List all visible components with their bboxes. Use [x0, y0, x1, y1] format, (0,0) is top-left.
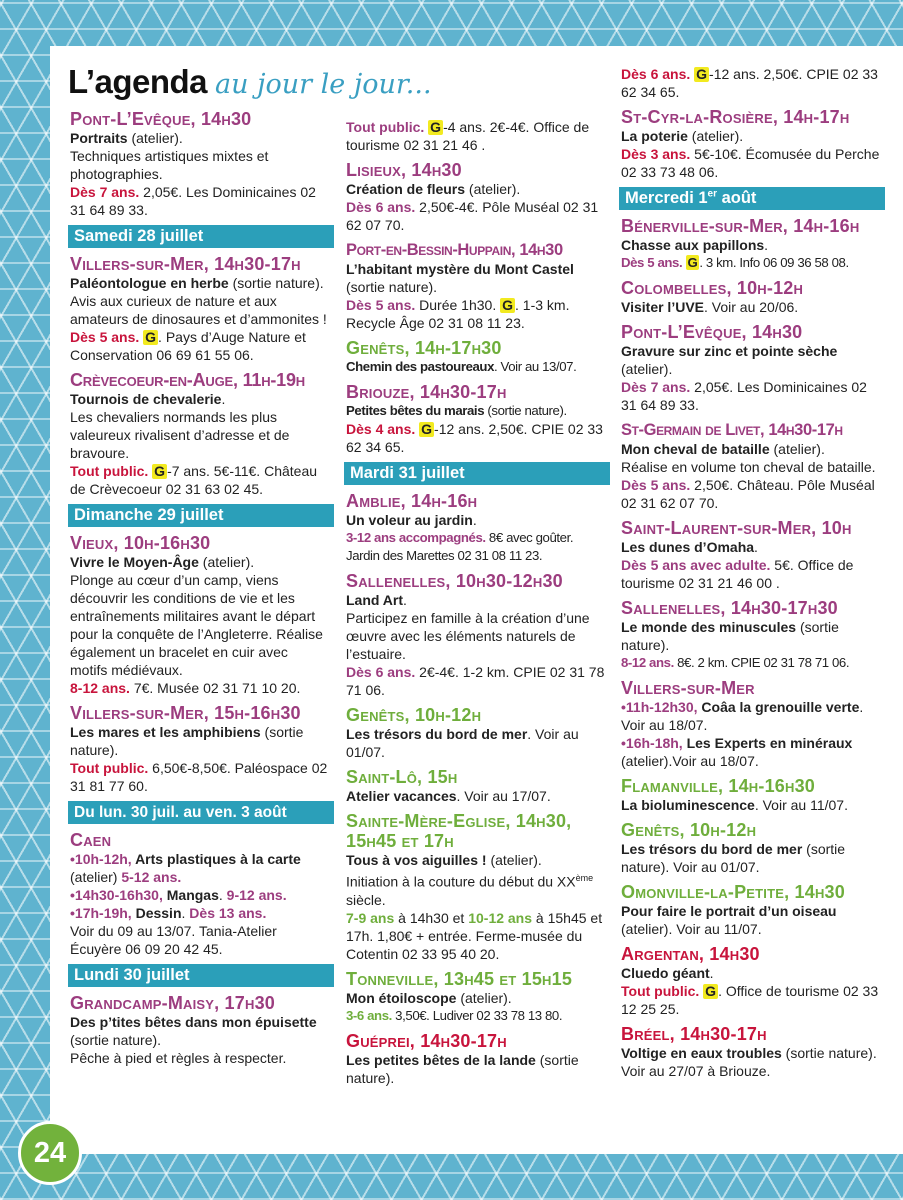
page-number-badge: 24 [18, 1121, 82, 1185]
event-activity-sub: (atelier). [465, 181, 521, 197]
event-activity-sub: . [709, 965, 714, 981]
event-age: Dès 5 ans. [70, 329, 140, 345]
event-activity-sub: . [754, 539, 758, 555]
event-place: Sallenelles, 14h30-17h30 [621, 598, 838, 618]
event-activity: Chemin des pastoureaux [346, 359, 495, 374]
event-info: 6,50€-8,50€. Paléospace 02 31 81 77 60. [70, 760, 328, 794]
event-activity: Voltige en eaux troubles [621, 1045, 782, 1061]
event-sallenelles-2 [621, 598, 881, 672]
event-info: 5€. Office de tourisme 02 31 21 46 00 . [621, 557, 854, 591]
event-activity: Les mares et les amphibiens [70, 724, 261, 740]
event-activity-sub: (sortie nature). Avis aux curieux de nature et aux amateurs de dinosaures et d’ammonites ! [70, 275, 327, 327]
event-activity-sub: (atelier). [127, 130, 183, 146]
event-age: Dès 6 ans. [346, 664, 416, 680]
event-activity-sub: (sortie nature). Voir au 01/07. [621, 841, 846, 875]
event-activity-sub: . [221, 391, 226, 407]
day-header-mercredi-1 [619, 187, 885, 210]
event-activity: Création de fleurs [346, 181, 466, 197]
event-crevecoeur [70, 370, 328, 498]
event-activity-sub: (atelier). [198, 554, 255, 570]
event-place: Amblie, 14h-16h [346, 491, 478, 511]
event-activity: Mon cheval de bataille [621, 441, 770, 457]
event-info: 3,50€. Ludiver 02 33 78 13 80. [391, 1007, 563, 1023]
event-activity: Land Art [346, 592, 404, 608]
event-place: Pont-L’Evêque, 14h30 [70, 109, 252, 129]
header-text: août [717, 189, 757, 207]
event-bullet [621, 734, 881, 770]
event-activity-sub: . [403, 592, 407, 608]
event-genets-2 [346, 705, 606, 761]
title-script: au jour le jour... [215, 69, 432, 100]
day-header-week: Du lun. 30 juil. au ven. 3 août [68, 801, 334, 824]
event-activity: Un voleur au jardin [346, 512, 473, 528]
event-activity: Des p’tites bêtes dans mon épuisette [70, 1014, 317, 1030]
event-place: Port-en-Bessin-Huppain, 14h30 [346, 241, 563, 259]
event-place: Caen [70, 830, 112, 850]
event-info: 2,05€. Les Dominicaines 02 31 64 89 33. [621, 379, 867, 413]
event-age: Dès 5 ans avec adulte. [621, 557, 771, 573]
bullet-age: Dès 13 ans. [189, 905, 267, 921]
event-info: 8€ avec goûter. Jardin des Marettes 02 31 08 11 23. [346, 530, 574, 563]
event-description: Initiation à la couture du début du XX [346, 873, 576, 890]
event-place: Grandcamp-Maisy, 17h30 [70, 993, 275, 1013]
event-info: . 1-3 km. Recycle Âge 02 31 08 11 23. [346, 297, 570, 331]
event-place: Saint-Laurent-sur-Mer, 10h [621, 518, 852, 538]
event-age: Dès 5 ans. [346, 297, 416, 313]
event-activity: Gravure sur zinc et pointe sèche [621, 343, 838, 359]
event-place: Tonneville, 13h45 et 15h15 [346, 968, 573, 989]
event-colombelles [621, 278, 881, 316]
header-sup: er [707, 188, 717, 200]
free-badge: G [145, 329, 157, 345]
event-place: Colombelles, 10h-12h [621, 278, 804, 298]
event-st-germain [621, 420, 881, 512]
event-continued [346, 118, 606, 154]
bullet-age: 5-12 ans. [121, 869, 182, 885]
column-2 [346, 118, 606, 1093]
event-info: -4 ans. 2€-4€. Office de tourisme 02 31 21 46 . [346, 119, 590, 153]
event-gueprei [346, 1031, 606, 1087]
event-activity-sub: . [764, 237, 769, 253]
event-pont-leveque [70, 109, 328, 219]
event-pont-leveque-2 [621, 322, 881, 414]
event-info: . Office de tourisme 02 33 12 25 25. [621, 983, 879, 1017]
bullet-sub: . [218, 887, 227, 903]
event-st-cyr [621, 107, 881, 181]
event-argentan [621, 944, 881, 1018]
event-place: Genêts, 10h-12h [346, 705, 482, 725]
event-activity: Portraits [70, 130, 128, 146]
bullet-age: 9-12 ans. [226, 887, 287, 903]
event-activity: Tous à vos aiguilles ! [346, 852, 487, 868]
event-activity-sub: . [472, 512, 477, 528]
event-activity-sub: (sortie nature). [346, 279, 438, 295]
event-age: Dès 3 ans. [621, 146, 691, 162]
event-age: Tout public. [621, 983, 700, 999]
event-place: Villers-sur-Mer, 14h30-17h [70, 254, 301, 274]
event-sallenelles-1 [346, 571, 606, 699]
event-activity: Les petites bêtes de la lande [346, 1051, 536, 1068]
event-info: Voir du 09 au 13/07. Tania-Atelier Écuyère 06 09 20 42 45. [70, 923, 277, 957]
event-activity-sub: (sortie nature). [346, 1051, 579, 1086]
event-info: -12 ans. 2,50€. CPIE 02 33 62 34 65. [621, 66, 878, 100]
event-age: 3-12 ans accompagnés. [346, 530, 486, 545]
bullet-sub: (atelier).Voir au 18/07. [621, 753, 759, 769]
event-place: Bénerville-sur-Mer, 14h-16h [621, 216, 860, 236]
event-place: Villers-sur-Mer, 15h-16h30 [70, 703, 301, 723]
event-omonville [621, 882, 881, 938]
event-activity: Pour faire le portrait d’un oiseau [621, 903, 837, 919]
event-activity: La bioluminescence [621, 797, 755, 813]
event-continued [621, 65, 881, 101]
free-badge: G [154, 463, 166, 479]
free-badge: G [687, 255, 698, 270]
event-place: Omonville-la-Petite, 14h30 [621, 882, 845, 902]
free-badge: G [502, 297, 513, 313]
event-genets-3 [621, 820, 881, 876]
event-info: . Pays d’Auge Nature et Conservation 06 69 61 55 06. [70, 329, 306, 363]
bullet-activity: Arts plastiques à la carte [131, 851, 301, 867]
event-briouze [346, 382, 606, 456]
bullet-activity: Mangas [162, 887, 219, 903]
event-activity: Paléontologue en herbe [70, 275, 229, 291]
event-activity-sub: . Voir au 01/07. [346, 726, 579, 760]
event-info: Durée 1h30. [415, 297, 501, 313]
event-activity: Mon étoiloscope [346, 989, 457, 1006]
event-age: Tout public. [346, 119, 425, 135]
event-info: 2,05€. Les Dominicaines 02 31 64 89 33. [70, 184, 316, 218]
event-breel [621, 1024, 881, 1080]
event-age: Dès 7 ans. [70, 184, 140, 200]
event-age: 8-12 ans. [70, 680, 130, 696]
event-activity-sub: (atelier). [769, 441, 825, 457]
event-place: Briouze, 14h30-17h [346, 382, 507, 402]
event-saint-laurent [621, 518, 881, 592]
event-place: Lisieux, 14h30 [346, 160, 462, 180]
bullet-time: •11h-12h30, [621, 699, 698, 715]
free-badge: G [696, 66, 708, 82]
agenda-title [68, 63, 432, 101]
event-villers-2 [70, 703, 328, 795]
event-info: -7 ans. 5€-11€. Château de Crèvecoeur 02 31 63 02 45. [70, 463, 318, 497]
event-age: Dès 5 ans. [621, 255, 683, 270]
event-age: Dès 5 ans. [621, 477, 691, 493]
event-activity-sub: (sortie nature). Voir au 27/07 à Briouze. [621, 1045, 877, 1079]
day-header-mardi-31: Mardi 31 juillet [344, 462, 610, 485]
bullet-time: •16h-18h, [621, 735, 683, 751]
event-activity: Tournois de chevalerie [70, 391, 222, 407]
event-age: 10-12 ans [468, 909, 533, 926]
event-age: Dès 6 ans. [346, 199, 416, 215]
event-info: -12 ans. 2,50€. CPIE 02 33 62 34 65. [346, 421, 603, 455]
event-info: 2€-4€. 1-2 km. CPIE 02 31 78 71 06. [346, 664, 605, 698]
event-villers-1 [70, 254, 328, 364]
free-badge: G [430, 119, 442, 135]
event-activity-sub: (atelier). Voir au 11/07. [621, 921, 762, 937]
event-activity-sub: (atelier). [456, 989, 512, 1006]
event-activity: Les trésors du bord de mer [346, 726, 528, 742]
event-place: Saint-Lô, 15h [346, 767, 458, 787]
event-activity-sub: . Voir au 17/07. [456, 788, 551, 804]
bullet-activity: Dessin [131, 905, 182, 921]
event-place: Argentan, 14h30 [621, 944, 760, 964]
event-villers-3 [621, 678, 881, 770]
event-description: siècle. [346, 891, 386, 908]
event-port-en-bessin [346, 240, 606, 332]
event-activity-sub: (sortie nature). [70, 724, 304, 758]
event-place: Crèvecoeur-en-Auge, 11h-19h [70, 370, 305, 390]
event-vieux [70, 533, 328, 697]
event-info: 2,50€-4€. Pôle Muséal 02 31 62 07 70. [346, 199, 599, 233]
event-info: 7€. Musée 02 31 71 10 20. [129, 680, 301, 696]
bullet-sub: . Voir au 18/07. [621, 699, 864, 733]
event-place: Sainte-Mère-Eglise, 14h30, 15h45 et 17h [346, 811, 572, 851]
event-description: Techniques artistiques mixtes et photographies. [70, 148, 269, 182]
event-place: Vieux, 10h-16h30 [70, 533, 211, 553]
column-3 [621, 65, 881, 1086]
day-header-lundi-30: Lundi 30 juillet [68, 964, 334, 987]
event-place: Genêts, 10h-12h [621, 820, 757, 840]
event-age: 7-9 ans [346, 909, 395, 926]
event-activity-sub: (atelier). [621, 361, 673, 377]
bullet-time: •10h-12h, [70, 851, 132, 867]
event-activity-sub: . Voir au 20/06. [704, 299, 799, 315]
bullet-sub: (atelier) [70, 869, 122, 885]
event-place: Flamanville, 14h-16h30 [621, 776, 816, 796]
event-info: . 3 km. Info 06 09 36 58 08. [699, 255, 849, 270]
event-description: Réalise en volume ton cheval de bataille. [621, 459, 876, 475]
bullet-time: •17h-19h, [70, 905, 132, 921]
event-amblie [346, 491, 606, 565]
event-description: Les chevaliers normands les plus valeureux rivalisent d’adresse et de bravoure. [70, 409, 290, 461]
event-place: Sallenelles, 10h30-12h30 [346, 571, 563, 591]
event-place: Bréel, 14h30-17h [621, 1024, 767, 1044]
bullet-time: •14h30-16h30, [70, 887, 163, 903]
event-activity-sub: . Voir au 13/07. [494, 359, 577, 374]
event-age: Dès 6 ans. [621, 66, 691, 82]
event-activity: Cluedo géant [621, 965, 710, 981]
event-age: Tout public. [70, 760, 149, 776]
event-benerville [621, 216, 881, 272]
event-place: Villers-sur-Mer [621, 678, 755, 698]
event-activity: Les trésors du bord de mer [621, 841, 803, 857]
event-genets-1 [346, 338, 606, 376]
event-caen [70, 830, 328, 958]
bullet-activity: Les Experts en minéraux [682, 735, 853, 751]
event-activity-sub: (atelier). [486, 852, 542, 868]
event-activity: Petites bêtes du marais [346, 403, 485, 418]
event-activity-sub: . Voir au 11/07. [754, 797, 848, 813]
event-bullet [621, 698, 881, 734]
agenda-page [50, 46, 903, 1154]
header-text: Mercredi 1 [625, 189, 708, 207]
event-lisieux [346, 160, 606, 234]
free-badge: G [705, 983, 717, 999]
event-place: Genêts, 14h-17h30 [346, 338, 502, 358]
event-activity: Atelier vacances [346, 788, 457, 804]
event-grandcamp [70, 993, 328, 1067]
event-description: Plonge au cœur d’un camp, viens découvrir les conditions de vie et les entraînements militaires avant le départ pour la conquête de l’Angleterre. Réalise également un bracelet en cuir avec motifs médiévaux. [70, 572, 323, 678]
event-tonneville [346, 969, 606, 1025]
event-activity-sub: (sortie nature). [621, 619, 839, 653]
event-place: Guéprei, 14h30-17h [346, 1030, 507, 1051]
event-flamanville [621, 776, 881, 814]
event-bullet [70, 886, 328, 904]
event-age: Tout public. [70, 463, 149, 479]
event-info: à 14h30 et [394, 909, 469, 926]
event-age: 8-12 ans. [621, 655, 674, 670]
event-activity-sub: (sortie nature). [70, 1032, 162, 1048]
bullet-sub: . [181, 905, 190, 921]
event-age: Dès 7 ans. [621, 379, 691, 395]
event-place: Pont-L’Evêque, 14h30 [621, 322, 803, 342]
event-description: Pêche à pied et règles à respecter. [70, 1050, 287, 1066]
event-activity: La poterie [621, 128, 688, 144]
event-bullet [70, 904, 328, 922]
event-activity-sub: (atelier). [687, 128, 744, 144]
event-description: Participez en famille à la création d’une œuvre avec les éléments naturels de l’estuaire. [346, 610, 590, 662]
event-bullet [70, 850, 328, 886]
event-activity: Chasse aux papillons [621, 237, 765, 253]
event-age: 3-6 ans. [346, 1007, 392, 1023]
event-age: Dès 4 ans. [346, 421, 416, 437]
event-place: St-Germain de Livet, 14h30-17h [621, 421, 843, 439]
free-badge: G [421, 421, 433, 437]
event-info: 2,50€. Château. Pôle Muséal 02 31 62 07 70. [621, 477, 875, 511]
superscript: ème [575, 873, 594, 883]
day-header-dimanche-29: Dimanche 29 juillet [68, 504, 334, 527]
event-activity: L’habitant mystère du Mont Castel [346, 261, 574, 277]
event-activity-sub: (sortie nature). [484, 403, 567, 418]
event-activity: Vivre le Moyen-Âge [70, 554, 199, 570]
event-info: 5€-10€. Écomusée du Perche 02 33 73 48 06. [621, 146, 880, 180]
event-saint-lo [346, 767, 606, 805]
event-place: St-Cyr-la-Rosière, 14h-17h [621, 107, 850, 127]
event-info: 8€. 2 km. CPIE 02 31 78 71 06. [673, 655, 850, 670]
event-activity: Visiter l’UVE [621, 299, 705, 315]
bullet-activity: Coâa la grenouille verte [697, 699, 860, 715]
event-activity: Les dunes d’Omaha [621, 539, 755, 555]
day-header-samedi-28: Samedi 28 juillet [68, 225, 334, 248]
event-activity: Le monde des minuscules [621, 619, 797, 635]
title-main: L’agenda [68, 63, 208, 100]
event-sainte-mere-eglise [346, 811, 606, 963]
event-info: à 15h45 et 17h. 1,80€ + entrée. Ferme-musée du Cotentin 02 33 95 40 20. [346, 909, 603, 962]
